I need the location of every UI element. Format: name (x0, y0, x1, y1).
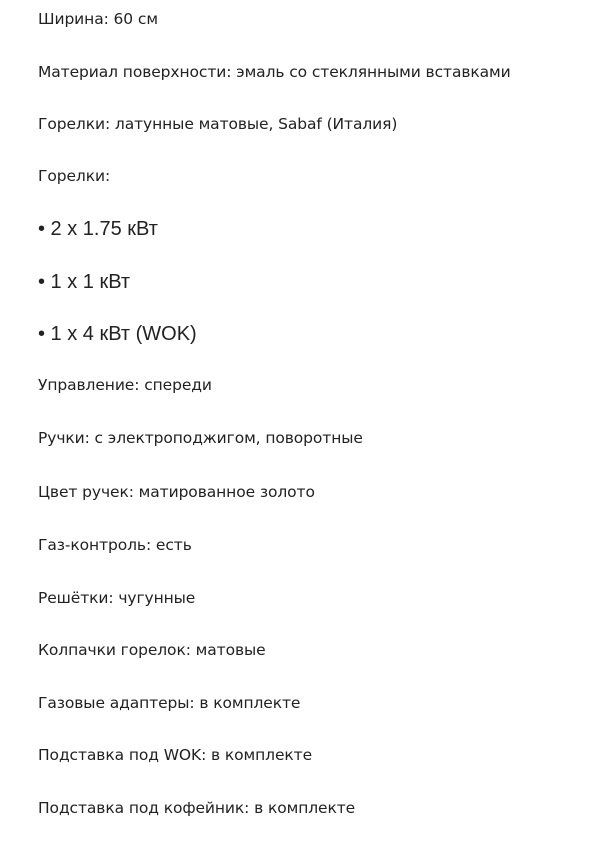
spec-coffee-stand: Подставка под кофейник: в комплекте (38, 799, 356, 817)
burner-item-2: • 1 х 1 кВт (38, 271, 131, 293)
spec-gas-adapters: Газовые адаптеры: в комплекте (38, 694, 301, 712)
spec-burner-caps: Колпачки горелок: матовые (38, 641, 266, 659)
spec-burners-type: Горелки: латунные матовые, Sabaf (Италия) (38, 115, 398, 133)
spec-wok-stand: Подставка под WOK: в комплекте (38, 746, 313, 764)
spec-gas-control: Газ-контроль: есть (38, 536, 192, 554)
spec-grates: Решётки: чугунные (38, 589, 196, 607)
spec-surface-material: Материал поверхности: эмаль со стеклянными вставками (38, 63, 511, 81)
spec-knobs: Ручки: с электроподжигом, поворотные (38, 429, 363, 447)
burner-item-3: • 1 х 4 кВт (WOK) (38, 323, 197, 345)
spec-knob-color: Цвет ручек: матированное золото (38, 483, 315, 501)
spec-width: Ширина: 60 см (38, 10, 158, 28)
spec-control: Управление: спереди (38, 376, 212, 394)
spec-burners-heading: Горелки: (38, 167, 111, 185)
burner-item-1: • 2 х 1.75 кВт (38, 218, 158, 240)
